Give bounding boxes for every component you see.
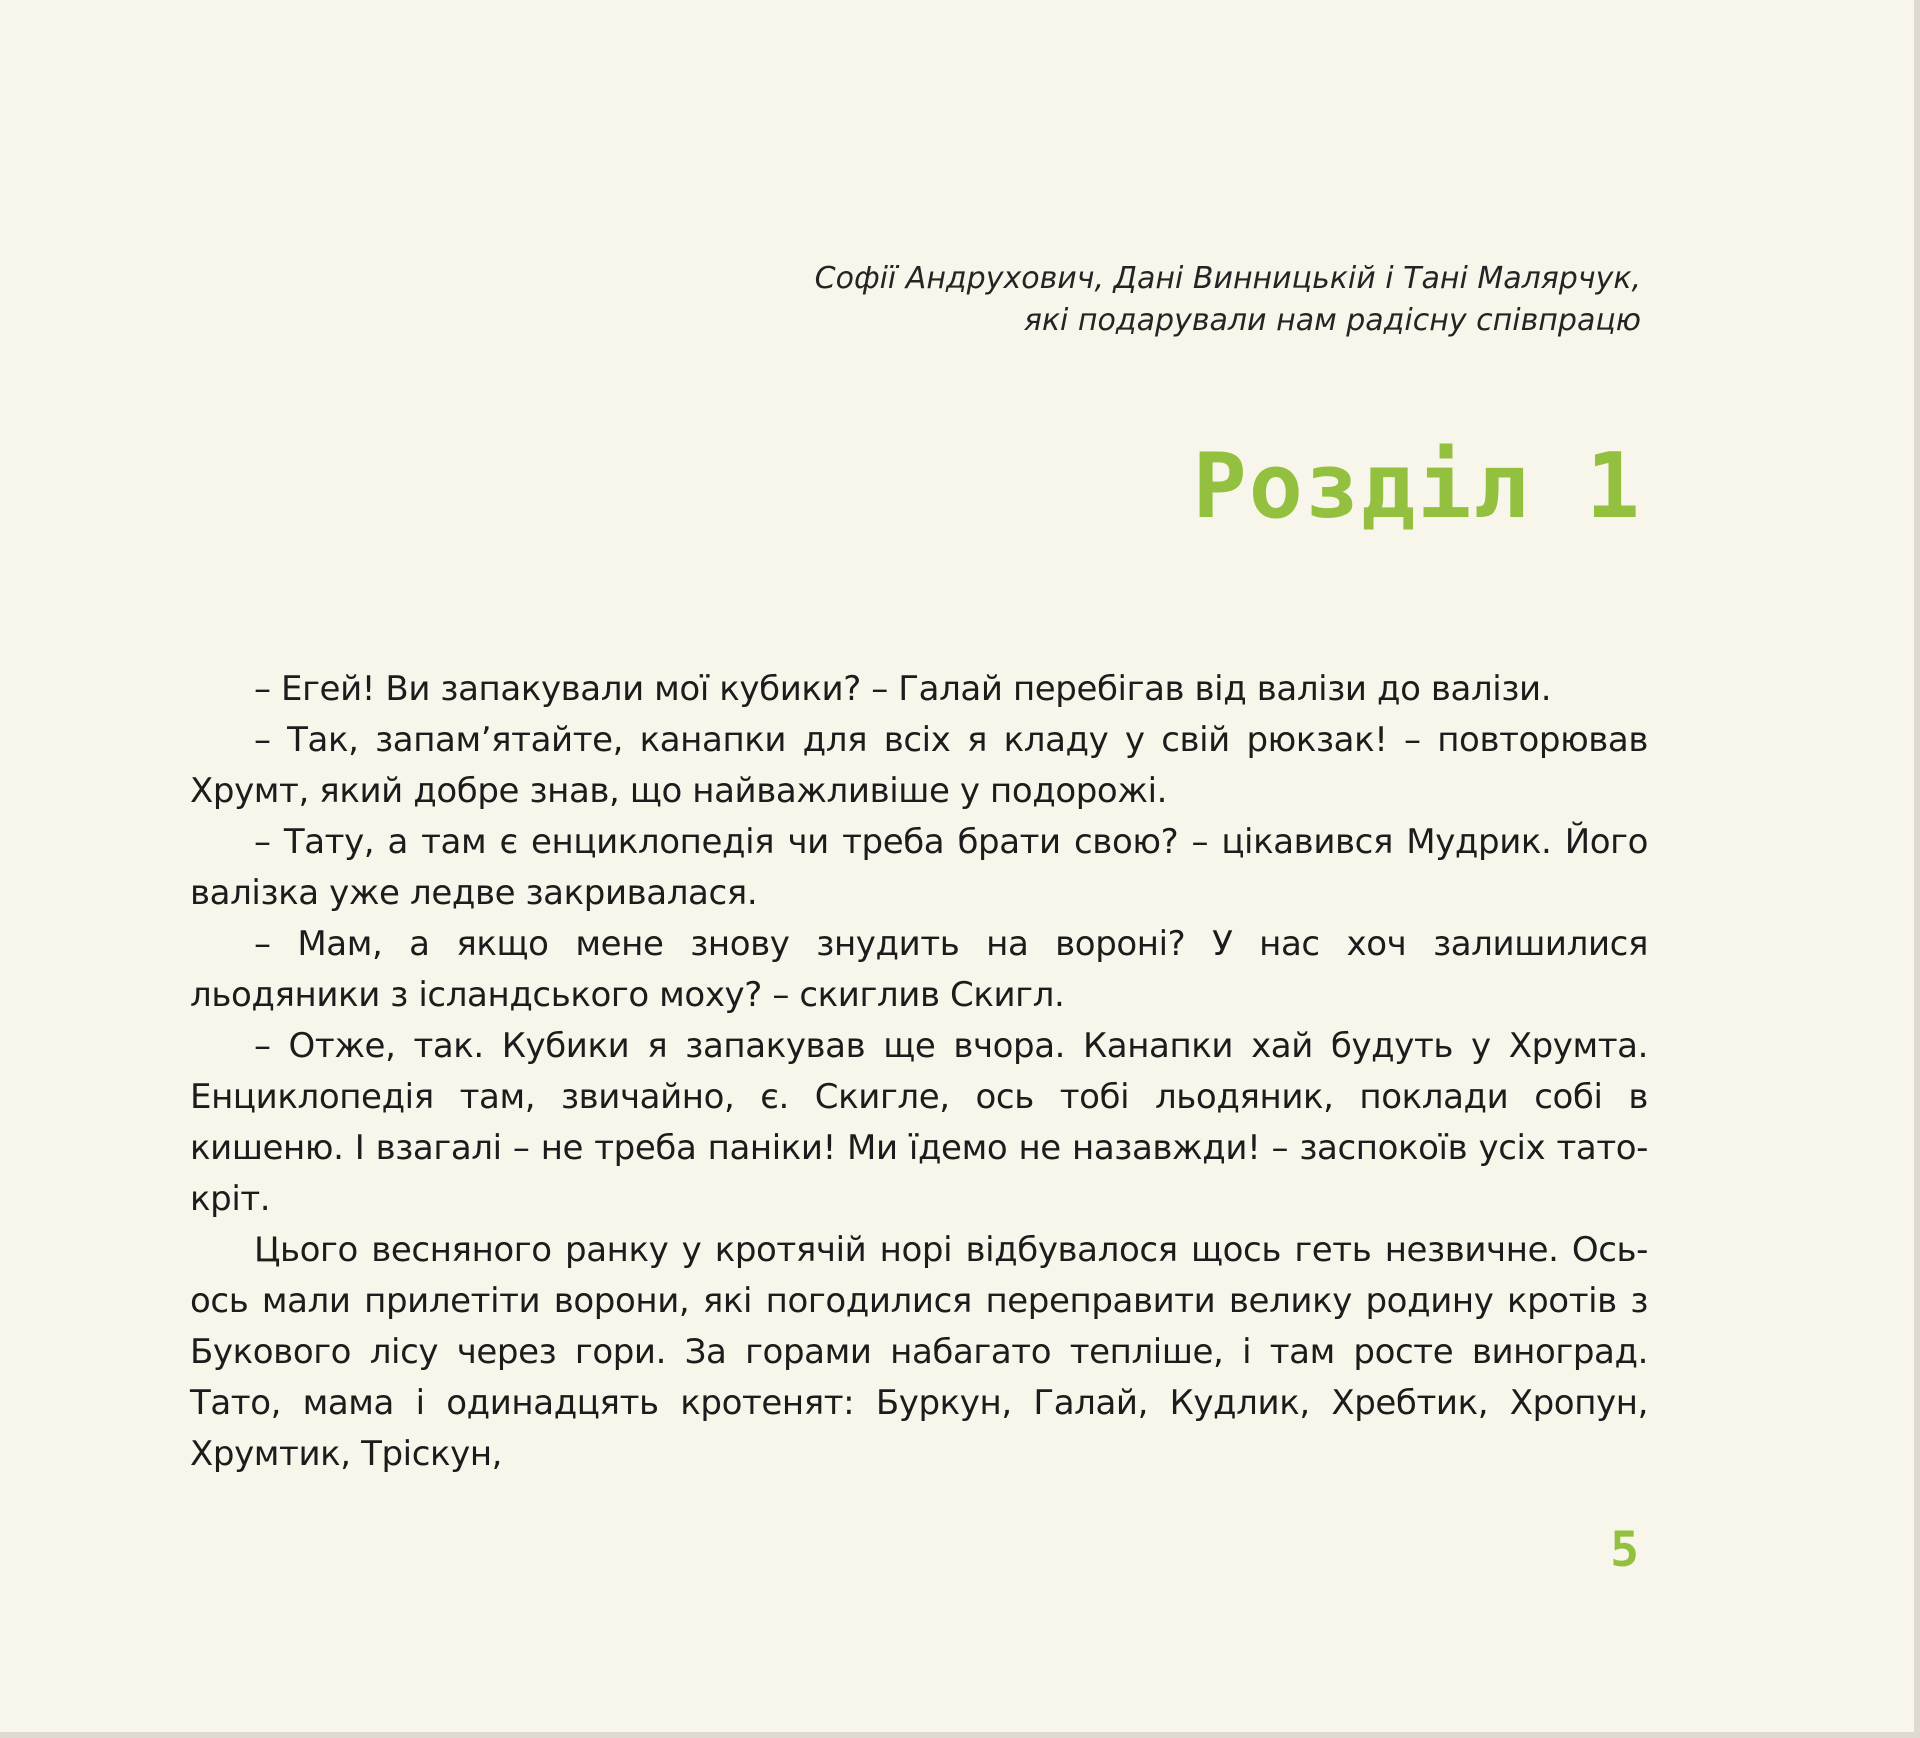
paragraph: Цього весняного ранку у кротячій норі відбувалося щось геть незвичне. Ось-ось мали прилетіти ворони, які погодилися переправити велику родину кротів з Букового лісу через гори. За горами набагато тепліше, і там росте виноград. Тато, мама і одинадцять кротенят: Буркун, Галай, Кудлик, Хребтик, Хропун, Хрумтик, Тріскун,	[190, 1230, 1648, 1474]
dedication	[541, 258, 1641, 342]
paragraph: – Так, запам’ятайте, канапки для всіх я кладу у свій рюкзак! – повторював Хрумт, який добре знав, що найважливіше у подорожі.	[190, 720, 1648, 811]
paragraph: – Егей! Ви запакували мої кубики? – Галай перебігав від валізи до валізи.	[254, 669, 1552, 709]
page-number: 5	[1610, 1522, 1639, 1578]
paragraph: – Мам, а якщо мене знову знудить на вороні? У нас хоч залишилися льодяники з ісландського моху? – скиглив Скигл.	[190, 924, 1648, 1015]
chapter-title: Розділ 1	[1192, 434, 1642, 539]
dedication-line-1: Софії Андрухович, Дані Винницькій і Тані Малярчук,	[814, 261, 1641, 296]
body-text	[190, 664, 1648, 1480]
dedication-line-2: які подарували нам радісну співпрацю	[1023, 303, 1641, 338]
paragraph: – Отже, так. Кубики я запакував ще вчора. Канапки хай будуть у Хрумта. Енциклопедія там, звичайно, є. Скигле, ось тобі льодяник, поклади собі в кишеню. І взагалі – не треба паніки! Ми їдемо не назавжди! – заспокоїв усіх тато-кріт.	[190, 1026, 1648, 1219]
paragraph: – Тату, а там є енциклопедія чи треба брати свою? – цікавився Мудрик. Його валізка уже ледве закривалася.	[190, 822, 1648, 913]
